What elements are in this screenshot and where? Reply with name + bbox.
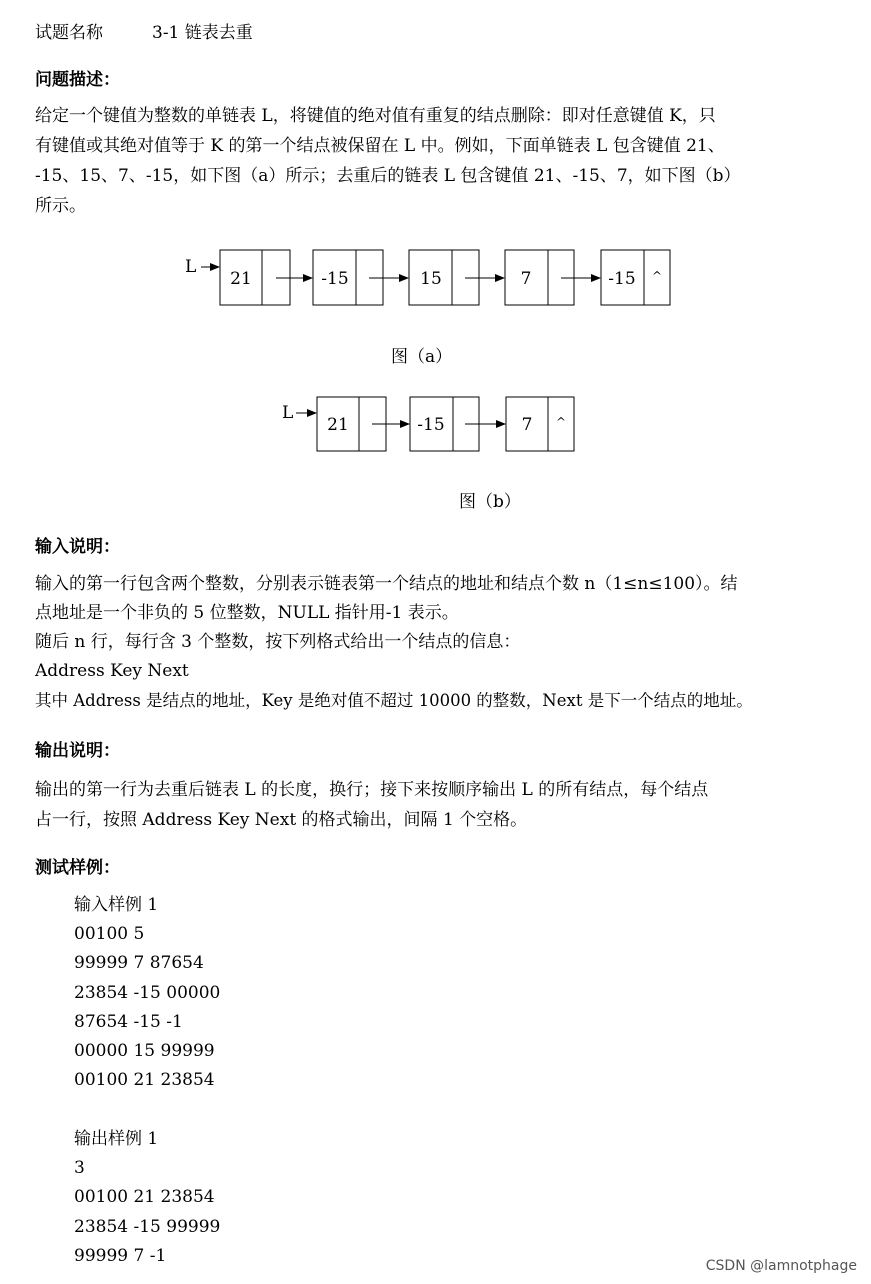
input-line: 输入的第一行包含两个整数，分别表示链表第一个结点的地址和结点个数 n（1≤n≤100）。结 [35,574,738,594]
sample-line: 23854 -15 99999 [74,1216,221,1237]
sample-line: 99999 7 87654 [74,953,204,974]
title-label: 试题名称 [35,23,103,43]
sample-line: 99999 7 -1 [74,1245,167,1266]
caption-b: 图（b） [459,492,521,512]
node-key: 15 [420,269,442,289]
node-key: -15 [321,269,349,289]
sample-line: 23854 -15 00000 [74,982,221,1003]
input-line: 点地址是一个非负的 5 位整数，NULL 指针用-1 表示。 [35,603,459,623]
watermark: CSDN @lamnotphage [705,1258,857,1274]
node-key: 7 [520,269,532,289]
sample-line: 3 [74,1158,85,1179]
node-a-4 [601,250,670,305]
node-key: 21 [230,269,252,289]
title-value: 3-1 链表去重 [152,23,253,43]
null-pointer-mark: ^ [555,415,567,429]
null-pointer-mark: ^ [651,269,663,283]
node-key: 21 [327,415,349,435]
sample-input [74,891,220,1095]
sample-line: 87654 -15 -1 [74,1011,183,1032]
linked-list-figure-b [0,386,871,466]
linked-list-figure-a [0,240,871,320]
sample-line: 输出样例 1 [74,1129,159,1149]
output-line: 输出的第一行为去重后链表 L 的长度，换行；接下来按顺序输出 L 的所有结点，每个结点 [35,780,709,800]
output-line: 占一行，按照 Address Key Next 的格式输出，间隔 1 个空格。 [35,810,528,830]
output-text [35,775,825,835]
head-label-b: L [282,403,294,423]
node-b-2 [506,397,574,451]
problem-heading: 问题描述： [35,70,120,90]
node-key: -15 [417,415,445,435]
input-line: 随后 n 行，每行含 3 个整数，按下列格式给出一个结点的信息： [35,632,521,652]
node-key: -15 [608,269,636,289]
sample-line: 00000 15 99999 [74,1040,215,1061]
caption-a: 图（a） [391,347,453,367]
sample-line: 00100 5 [74,924,145,945]
input-heading: 输入说明： [35,537,120,557]
input-line: 其中 Address 是结点的地址，Key 是绝对值不超过 10000 的整数，Next 是下一个结点的地址。 [35,691,753,710]
node-key: 7 [521,415,533,435]
sample-line: 00100 21 23854 [74,1187,215,1208]
output-heading: 输出说明： [35,741,120,761]
problem-line: 有键值或其绝对值等于 K 的第一个结点被保留在 L 中。例如，下面单链表 L 包含键值 21、 [35,136,725,156]
sample-line: 输入样例 1 [74,895,159,915]
problem-line: 给定一个键值为整数的单链表 L，将键值的绝对值有重复的结点删除：即对任意键值 K，只 [35,106,716,126]
problem-text [35,101,825,221]
samples-heading: 测试样例： [35,858,120,878]
problem-line: -15、15、7、-15，如下图（a）所示；去重后的链表 L 包含键值 21、-15、7，如下图（b） [35,166,741,186]
input-text [35,570,825,715]
sample-output [74,1125,220,1271]
problem-line: 所示。 [35,196,86,216]
head-label-a: L [185,257,197,277]
sample-line: 00100 21 23854 [74,1070,215,1091]
input-line: Address Key Next [35,661,189,681]
